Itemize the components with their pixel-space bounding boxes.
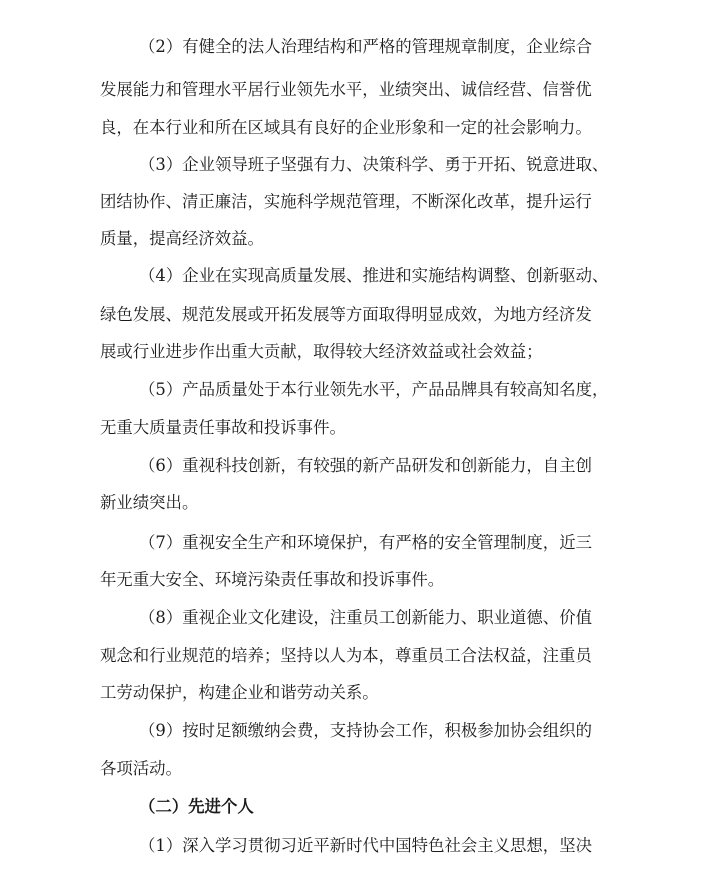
paragraph-line: 年无重大安全、环境污染责任事故和投诉事件。	[100, 570, 445, 589]
paragraph-line: （8）重视企业文化建设，注重员工创新能力、职业道德、价值	[139, 608, 592, 627]
paragraph-line: （7）重视安全生产和环境保护，有严格的安全管理制度，近三	[139, 533, 592, 552]
paragraph-line: 各项活动。	[100, 759, 182, 778]
paragraph-line: （3）企业领导班子坚强有力、决策科学、勇于开拓、锐意进取、	[139, 155, 609, 174]
paragraph-line: 工劳动保护，构建企业和谐劳动关系。	[100, 683, 379, 702]
paragraph-line: 新业绩突出。	[100, 493, 199, 512]
paragraph-line: 展或行业进步作出重大贡献，取得较大经济效益或社会效益；	[100, 342, 543, 361]
paragraph-line: 绿色发展、规范发展或开拓发展等方面取得明显成效，为地方经济发	[100, 305, 592, 324]
paragraph-line: 良，在本行业和所在区域具有良好的企业形象和一定的社会影响力。	[100, 118, 592, 137]
paragraph-line: （6）重视科技创新，有较强的新产品研发和创新能力，自主创	[139, 456, 592, 475]
paragraph-line: （5）产品质量处于本行业领先水平，产品品牌具有较高知名度，	[139, 380, 609, 399]
paragraph-line: （1）深入学习贯彻习近平新时代中国特色社会主义思想，坚决	[139, 836, 592, 855]
paragraph-line: （4）企业在实现高质量发展、推进和实施结构调整、创新驱动、	[139, 266, 609, 285]
paragraph-line: 质量，提高经济效益。	[100, 229, 264, 248]
paragraph-line: （2）有健全的法人治理结构和严格的管理规章制度，企业综合	[139, 37, 592, 56]
paragraph-line: 观念和行业规范的培养；坚持以人为本，尊重员工合法权益，注重员	[100, 646, 592, 665]
paragraph-line: 团结协作、清正廉洁，实施科学规范管理，不断深化改革，提升运行	[100, 192, 592, 211]
paragraph-line: 发展能力和管理水平居行业领先水平，业绩突出、诚信经营、信誉优	[100, 80, 592, 99]
paragraph-line: 无重大质量责任事故和投诉事件。	[100, 418, 346, 437]
section-heading: （二）先进个人	[139, 797, 254, 816]
paragraph-line: （9）按时足额缴纳会费，支持协会工作，积极参加协会组织的	[139, 721, 592, 740]
